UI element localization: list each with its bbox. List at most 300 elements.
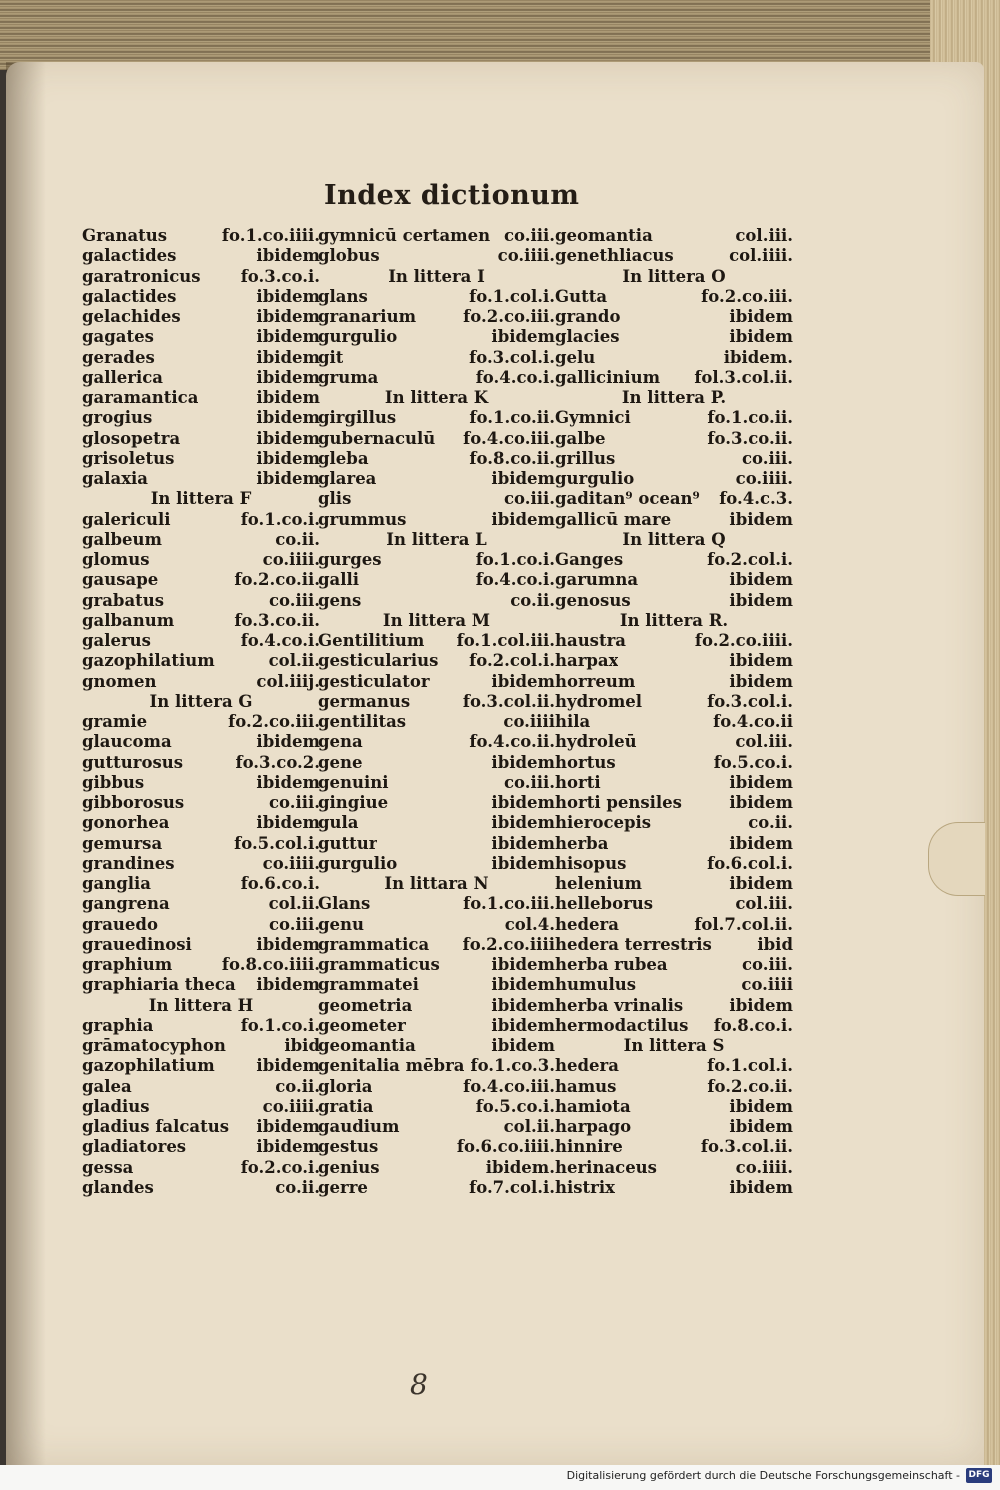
entry-reference: ibidem xyxy=(729,1177,793,1197)
entry-reference: ibidem xyxy=(256,1117,320,1136)
entry-reference: ibidem xyxy=(491,833,555,853)
entry-term: glomus xyxy=(82,550,150,569)
entry-term: geometria xyxy=(318,995,413,1015)
index-entry xyxy=(555,834,793,854)
index-entry xyxy=(82,894,320,914)
entry-term: gibborosus xyxy=(82,793,185,812)
entry-term: grisoletus xyxy=(82,448,175,468)
page-tab xyxy=(928,822,985,896)
entry-term: grauedinosi xyxy=(82,934,192,954)
entry-term: hydroleū xyxy=(555,732,637,752)
entry-reference: col.iii. xyxy=(735,732,793,752)
entry-term: histrix xyxy=(555,1177,615,1197)
entry-reference: ibidem xyxy=(491,1015,555,1035)
entry-term: Gutta xyxy=(555,286,608,306)
index-entry xyxy=(318,1117,555,1137)
index-entry xyxy=(318,1016,555,1036)
entry-reference: fo.2.co.iii. xyxy=(463,307,555,326)
entry-reference: fo.2.co.ii. xyxy=(234,570,320,590)
index-entry xyxy=(555,246,793,266)
entry-term: herinaceus xyxy=(555,1157,657,1177)
section-heading: In littera O xyxy=(622,266,726,286)
index-entry xyxy=(318,813,555,833)
index-entry xyxy=(555,1137,793,1157)
entry-term: haustra xyxy=(555,631,626,650)
index-entry xyxy=(82,975,320,995)
index-entry xyxy=(555,489,793,509)
entry-reference: fo.1.co.i. xyxy=(240,509,320,529)
entry-reference: fo.2.co.iiii xyxy=(462,934,555,954)
entry-reference: col.4. xyxy=(504,914,555,934)
index-entry xyxy=(318,975,555,995)
index-entry xyxy=(318,368,555,388)
entry-term: gurges xyxy=(318,550,382,569)
index-entry xyxy=(318,753,555,773)
index-entry xyxy=(82,570,320,590)
entry-term: herba xyxy=(555,833,609,853)
entry-reference: fo.4.co.ii xyxy=(713,712,793,731)
entry-term: gubernaculū xyxy=(318,428,436,448)
entry-reference: ibidem xyxy=(491,793,555,812)
entry-term: glans xyxy=(318,286,368,306)
entry-term: gazophilatium xyxy=(82,651,215,671)
index-entry xyxy=(82,226,320,246)
entry-reference: co.ii. xyxy=(748,813,793,833)
index-entry xyxy=(82,651,320,671)
entry-reference: co.iiii. xyxy=(735,1157,793,1177)
entry-reference: ibidem xyxy=(729,833,793,853)
entry-term: grauedo xyxy=(82,914,158,934)
entry-reference: ibidem xyxy=(729,307,793,326)
index-entry xyxy=(82,267,320,287)
entry-reference: ibidem xyxy=(729,509,793,529)
entry-term: Ganges xyxy=(555,550,624,569)
section-heading: In littera M xyxy=(382,610,491,630)
entry-reference: ibid xyxy=(284,1036,320,1055)
entry-reference: ibidem xyxy=(729,874,793,893)
index-entry xyxy=(318,915,555,935)
entry-term: gallerica xyxy=(82,367,163,387)
index-entry xyxy=(555,1097,793,1117)
entry-term: helenium xyxy=(555,874,642,893)
entry-reference: fo.2.co.i. xyxy=(240,1157,320,1177)
index-entry xyxy=(555,550,793,570)
entry-term: hamiota xyxy=(555,1096,631,1116)
entry-reference: ibidem xyxy=(256,286,320,306)
entry-reference: ibidem xyxy=(491,509,555,529)
entry-reference: col.ii. xyxy=(503,1117,555,1136)
entry-term: herba vrinalis xyxy=(555,995,684,1015)
entry-reference: col.iii. xyxy=(735,226,793,245)
index-column-1 xyxy=(82,226,320,1198)
entry-reference: fo.1.co.iii. xyxy=(463,894,555,914)
entry-term: horti pensiles xyxy=(555,793,682,812)
entry-term: Glans xyxy=(318,894,371,914)
entry-term: glis xyxy=(318,489,352,509)
entry-term: genuini xyxy=(318,772,389,792)
index-entry xyxy=(318,489,555,509)
entry-term: Granatus xyxy=(82,226,168,245)
entry-reference: ibidem xyxy=(256,246,320,266)
entry-reference: fo.2.col.i. xyxy=(707,550,793,569)
entry-term: grabatus xyxy=(82,590,165,610)
entry-reference: ibidem xyxy=(256,1056,320,1076)
index-entry xyxy=(555,732,793,752)
entry-term: gentilitas xyxy=(318,712,407,731)
entry-term: garamantica xyxy=(82,388,199,407)
index-entry xyxy=(318,1178,555,1198)
entry-term: gibbus xyxy=(82,772,145,792)
entry-term: graphiaria theca xyxy=(82,975,236,995)
index-entry xyxy=(555,996,793,1016)
section-heading: In littera F xyxy=(150,489,252,509)
entry-reference: fo.8.co.ii. xyxy=(469,448,555,468)
entry-reference: fo.4.co.iii. xyxy=(463,1076,555,1096)
entry-reference: fo.5.col.i. xyxy=(234,833,320,853)
entry-reference: ibidem xyxy=(729,995,793,1015)
index-entry xyxy=(318,510,555,530)
entry-reference: co.iii. xyxy=(268,590,320,610)
index-entry xyxy=(82,793,320,813)
entry-reference: fo.2.co.iiii. xyxy=(694,631,793,650)
entry-term: Gentilitium xyxy=(318,631,425,650)
index-entry xyxy=(555,348,793,368)
entry-term: gurgulio xyxy=(318,853,398,873)
entry-term: gladiatores xyxy=(82,1137,187,1157)
section-heading: In littera R. xyxy=(619,610,729,630)
index-entry xyxy=(82,874,320,894)
entry-reference: fo.3.col.ii. xyxy=(700,1137,793,1157)
entry-reference: ibidem xyxy=(729,327,793,347)
index-entry xyxy=(555,368,793,388)
entry-term: gurgulio xyxy=(555,469,635,488)
section-heading: In littera H xyxy=(148,995,254,1015)
entry-term: gausape xyxy=(82,570,159,590)
entry-term: gemursa xyxy=(82,833,163,853)
entry-term: grummus xyxy=(318,509,407,529)
index-entry xyxy=(318,246,555,266)
entry-reference: ibidem xyxy=(256,307,320,326)
index-entry xyxy=(318,854,555,874)
index-entry xyxy=(82,449,320,469)
section-heading: In littera K xyxy=(384,388,489,407)
entry-term: gloria xyxy=(318,1076,373,1096)
index-entry xyxy=(318,226,555,246)
entry-reference: co.iiii xyxy=(503,712,555,731)
entry-reference: ibidem xyxy=(491,469,555,488)
entry-reference: ibidem xyxy=(256,347,320,367)
entry-term: glarea xyxy=(318,469,377,488)
index-entry xyxy=(318,1077,555,1097)
index-entry xyxy=(318,408,555,428)
entry-reference: fol.3.col.ii. xyxy=(694,367,793,387)
footer-bar xyxy=(0,1465,1000,1490)
entry-reference: fo.1.co.i. xyxy=(240,1015,320,1035)
index-entry xyxy=(82,1036,320,1056)
index-entry xyxy=(318,935,555,955)
index-entry xyxy=(555,935,793,955)
index-entry xyxy=(555,894,793,914)
index-entry xyxy=(318,631,555,651)
entry-term: gelachides xyxy=(82,307,181,326)
entry-term: geometer xyxy=(318,1015,406,1035)
entry-term: gaudium xyxy=(318,1117,400,1136)
entry-term: gagates xyxy=(82,327,154,347)
index-entry xyxy=(82,631,320,651)
entry-term: humulus xyxy=(555,975,637,995)
entry-term: gelu xyxy=(555,347,596,367)
entry-term: harpago xyxy=(555,1117,632,1136)
entry-term: galactides xyxy=(82,286,177,306)
index-entry xyxy=(318,591,555,611)
index-entry xyxy=(555,672,793,692)
entry-reference: co.iii. xyxy=(268,914,320,934)
entry-reference: fo.3.co.ii. xyxy=(707,428,793,448)
entry-reference: fo.6.col.i. xyxy=(707,853,793,873)
entry-term: geomantia xyxy=(318,1036,416,1055)
index-entry xyxy=(82,753,320,773)
index-entry xyxy=(318,834,555,854)
index-entry xyxy=(82,368,320,388)
index-entry xyxy=(318,550,555,570)
entry-reference: ibidem xyxy=(256,934,320,954)
entry-reference: co.iii. xyxy=(503,489,555,509)
index-entry xyxy=(82,246,320,266)
entry-term: girgillus xyxy=(318,408,397,428)
index-entry xyxy=(318,732,555,752)
entry-reference: fo.4.co.ii. xyxy=(469,732,555,752)
entry-term: glosopetra xyxy=(82,428,181,448)
index-entry xyxy=(318,793,555,813)
index-entry xyxy=(82,1056,320,1076)
index-entry xyxy=(318,307,555,327)
entry-reference: col.iiii. xyxy=(729,246,793,266)
entry-reference: fo.5.co.i. xyxy=(713,752,793,772)
index-entry xyxy=(82,915,320,935)
index-entry xyxy=(555,408,793,428)
entry-term: gleba xyxy=(318,448,369,468)
entry-term: gestus xyxy=(318,1137,379,1157)
index-entry xyxy=(555,651,793,671)
index-entry xyxy=(82,469,320,489)
entry-reference: fo.3.col.i. xyxy=(707,691,793,711)
index-entry xyxy=(555,510,793,530)
entry-reference: co.iiii. xyxy=(497,246,555,266)
entry-reference: fo.4.c.3. xyxy=(719,489,793,509)
entry-term: gerre xyxy=(318,1177,368,1197)
entry-reference: fo.5.co.i. xyxy=(475,1096,555,1116)
entry-term: guttur xyxy=(318,833,378,853)
footer-credit: Digitalisierung gefördert durch die Deutsche Forschungsgemeinschaft - xyxy=(566,1469,960,1482)
entry-term: galericuli xyxy=(82,509,171,529)
index-entry xyxy=(318,469,555,489)
book-top-edge xyxy=(0,0,1000,70)
entry-term: glacies xyxy=(555,327,620,347)
index-entry xyxy=(82,1077,320,1097)
index-entry xyxy=(82,935,320,955)
entry-reference: fo.8.co.i. xyxy=(713,1015,793,1035)
entry-term: gessa xyxy=(82,1157,134,1177)
entry-reference: ibidem xyxy=(256,1137,320,1157)
entry-reference: col.iiij. xyxy=(256,671,320,691)
entry-reference: fo.8.co.iiii. xyxy=(221,955,320,974)
entry-term: genethliacus xyxy=(555,246,674,266)
entry-reference: ibidem xyxy=(729,772,793,792)
entry-reference: ibidem xyxy=(491,995,555,1015)
index-entry xyxy=(318,1056,555,1076)
entry-reference: ibidem xyxy=(491,853,555,873)
index-entry xyxy=(82,530,320,550)
entry-reference: co.iii. xyxy=(741,955,793,974)
entry-term: gymnicū certamen xyxy=(318,226,491,245)
entry-reference: fo.3.col.ii. xyxy=(462,691,555,711)
entry-term: grogius xyxy=(82,408,153,428)
index-entry xyxy=(82,1158,320,1178)
index-entry xyxy=(318,894,555,914)
index-entry xyxy=(555,874,793,894)
entry-reference: ibidem xyxy=(491,671,555,691)
index-entry xyxy=(318,651,555,671)
entry-term: gladius xyxy=(82,1096,150,1116)
entry-reference: ibidem xyxy=(256,975,320,995)
entry-term: hydromel xyxy=(555,691,643,711)
entry-reference: ibidem xyxy=(256,469,320,488)
entry-term: hierocepis xyxy=(555,813,652,833)
entry-reference: co.iii. xyxy=(503,226,555,245)
index-entry xyxy=(318,955,555,975)
entry-reference: ibidem xyxy=(729,671,793,691)
index-entry xyxy=(318,672,555,692)
index-entry xyxy=(318,1158,555,1178)
section-heading: In littera P. xyxy=(621,388,727,407)
index-entry xyxy=(555,307,793,327)
index-entry xyxy=(555,1158,793,1178)
entry-reference: ibidem xyxy=(256,327,320,347)
entry-reference: ibidem xyxy=(729,793,793,812)
dfg-logo: DFG xyxy=(966,1468,992,1483)
index-entry xyxy=(555,1077,793,1097)
index-entry xyxy=(82,408,320,428)
index-entry xyxy=(82,1097,320,1117)
entry-term: Gymnici xyxy=(555,408,631,428)
entry-reference: ibidem xyxy=(491,955,555,974)
index-entry xyxy=(555,429,793,449)
entry-term: hortus xyxy=(555,752,616,772)
index-entry xyxy=(82,732,320,752)
entry-term: hamus xyxy=(555,1076,617,1096)
entry-reference: ibidem xyxy=(256,813,320,833)
entry-term: gens xyxy=(318,590,362,610)
index-entry xyxy=(318,1036,555,1056)
entry-reference: ibidem xyxy=(729,570,793,590)
entry-term: galbanum xyxy=(82,610,175,630)
index-entry xyxy=(555,773,793,793)
entry-term: galaxia xyxy=(82,469,148,488)
index-entry xyxy=(82,773,320,793)
entry-term: gruma xyxy=(318,367,379,387)
entry-reference: co.ii. xyxy=(275,1177,320,1197)
entry-reference: co.ii. xyxy=(275,1076,320,1096)
entry-reference: co.iii. xyxy=(268,793,320,812)
entry-reference: fo.4.co.iii. xyxy=(463,428,555,448)
entry-term: gutturosus xyxy=(82,752,184,772)
entry-reference: ibidem xyxy=(491,327,555,347)
entry-reference: ibidem xyxy=(256,732,320,752)
entry-reference: ibidem. xyxy=(723,347,793,367)
page-number: 8 xyxy=(410,1368,428,1401)
entry-term: grillus xyxy=(555,448,616,468)
entry-term: gramie xyxy=(82,712,148,731)
entry-reference: ibidem xyxy=(491,813,555,833)
index-entry xyxy=(555,469,793,489)
entry-term: gnomen xyxy=(82,671,157,691)
index-entry xyxy=(82,611,320,631)
index-entry xyxy=(82,550,320,570)
entry-term: gallicū mare xyxy=(555,509,672,529)
index-entry xyxy=(82,591,320,611)
index-entry xyxy=(82,1117,320,1137)
index-entry xyxy=(555,1016,793,1036)
index-entry xyxy=(82,813,320,833)
entry-term: hila xyxy=(555,712,591,731)
entry-term: gesticularius xyxy=(318,651,439,671)
entry-reference: fo.2.co.iii. xyxy=(701,286,793,306)
entry-reference: co.iiii. xyxy=(735,469,793,488)
index-entry xyxy=(555,854,793,874)
entry-reference: ibidem xyxy=(729,1117,793,1136)
entry-reference: col.iii. xyxy=(735,894,793,914)
section-heading: In littara N xyxy=(384,874,489,893)
entry-reference: fo.6.co.i. xyxy=(240,874,320,893)
entry-reference: fo.4.co.i. xyxy=(475,367,555,387)
entry-term: gonorhea xyxy=(82,813,170,833)
index-entry xyxy=(555,712,793,732)
entry-term: grammaticus xyxy=(318,955,440,974)
entry-reference: fo.2.co.ii. xyxy=(707,1076,793,1096)
entry-reference: co.iiii. xyxy=(262,1096,320,1116)
entry-reference: ibidem xyxy=(729,590,793,610)
entry-term: galli xyxy=(318,570,360,590)
index-entry xyxy=(82,1137,320,1157)
entry-reference: ibidem xyxy=(491,1036,555,1055)
index-entry xyxy=(82,388,320,408)
entry-reference: fo.3.co.ii. xyxy=(234,610,320,630)
entry-term: germanus xyxy=(318,691,411,711)
entry-term: gingiue xyxy=(318,793,389,812)
index-entry xyxy=(555,1178,793,1198)
entry-reference: co.iiii xyxy=(741,975,793,995)
entry-reference: ibidem xyxy=(729,651,793,671)
index-entry xyxy=(318,570,555,590)
entry-term: helleborus xyxy=(555,894,654,914)
entry-term: galea xyxy=(82,1076,132,1096)
index-entry xyxy=(555,631,793,651)
entry-reference: fo.6.co.iiii. xyxy=(456,1137,555,1157)
index-entry xyxy=(82,307,320,327)
index-entry xyxy=(318,429,555,449)
entry-reference: col.ii. xyxy=(268,894,320,914)
entry-reference: co.iiii. xyxy=(262,550,320,569)
entry-term: harpax xyxy=(555,651,619,671)
index-entry xyxy=(82,712,320,732)
index-entry xyxy=(555,1117,793,1137)
entry-term: graphia xyxy=(82,1015,154,1035)
entry-term: gesticulator xyxy=(318,671,430,691)
entry-reference: fo.1.co.ii. xyxy=(469,408,555,428)
entry-reference: fo.1.co.ii. xyxy=(707,408,793,428)
entry-term: garatronicus xyxy=(82,266,201,286)
index-entry xyxy=(555,692,793,712)
